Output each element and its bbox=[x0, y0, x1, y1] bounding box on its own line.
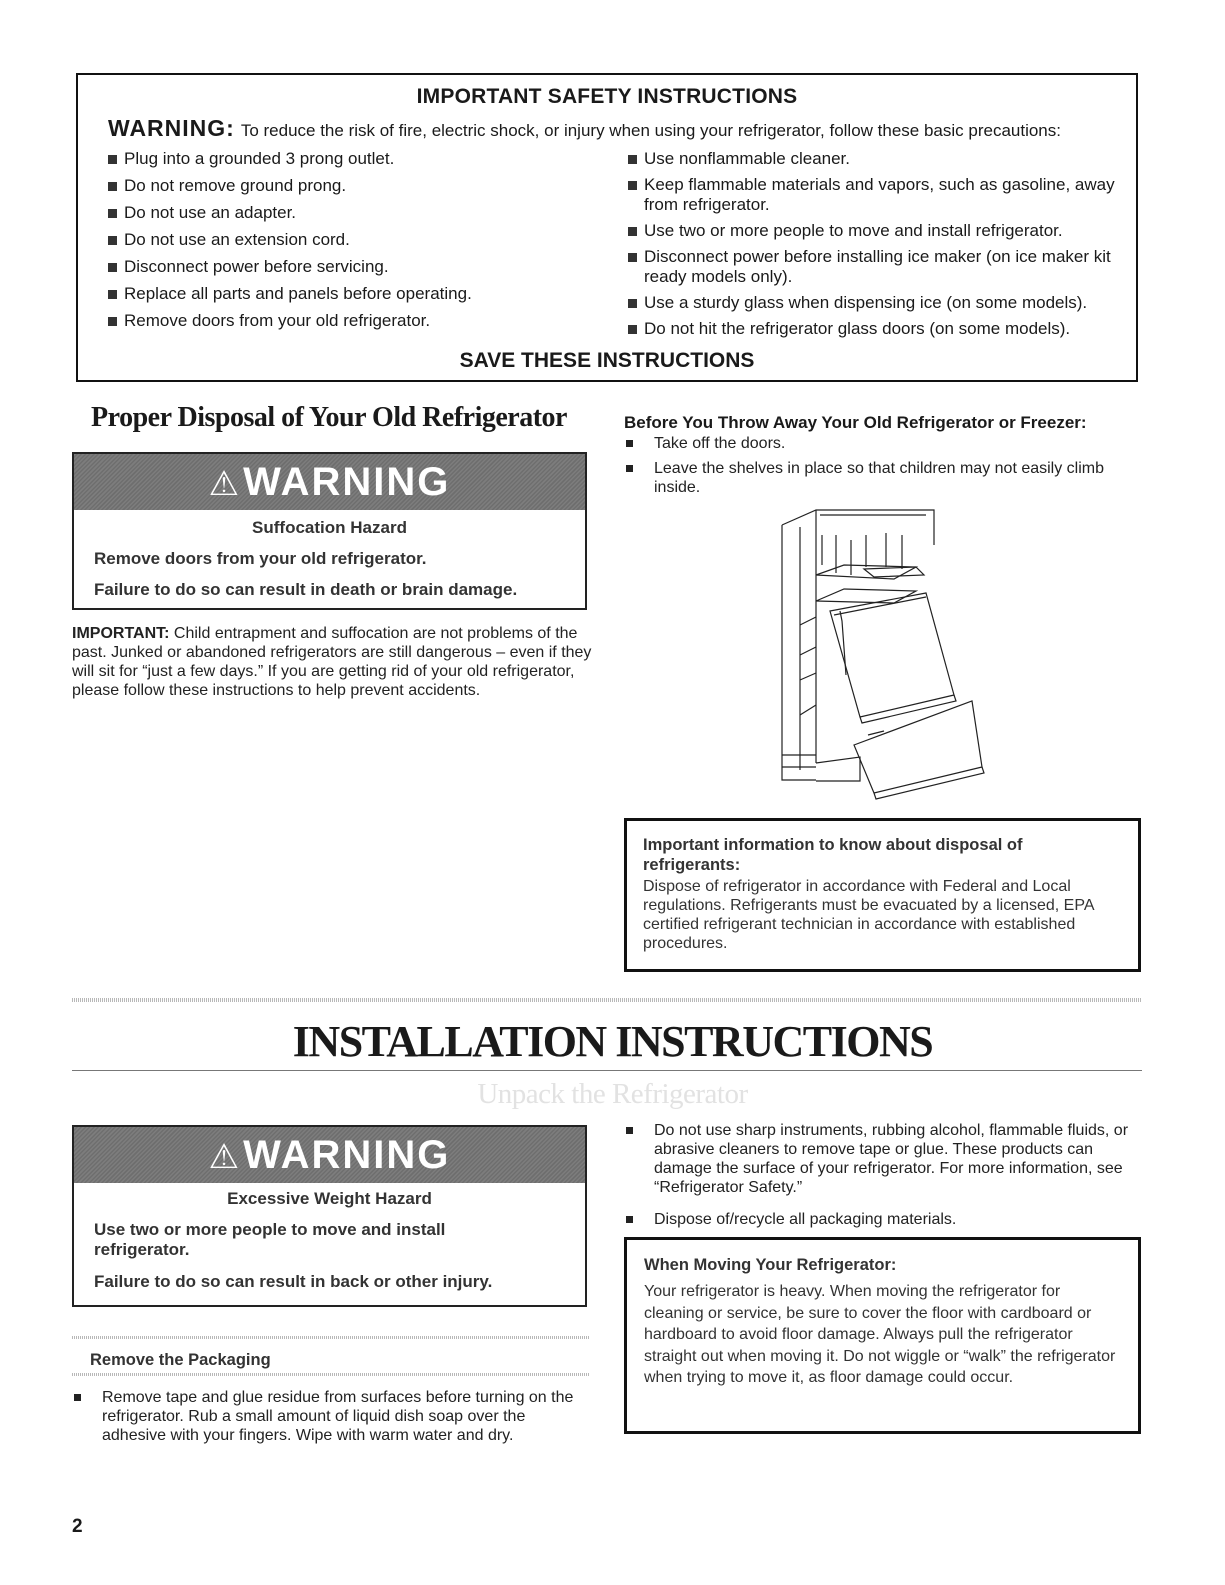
list-item: Do not use an extension cord. bbox=[108, 230, 628, 250]
list-item: Leave the shelves in place so that children may not easily climb inside. bbox=[624, 459, 1144, 497]
list-item: Replace all parts and panels before operating. bbox=[108, 284, 628, 304]
list-item: Do not remove ground prong. bbox=[108, 176, 628, 196]
suffocation-warning-box bbox=[72, 452, 587, 610]
warning-instruction: Remove doors from your old refrigerator. bbox=[94, 549, 427, 568]
list-item: Use two or more people to move and install refrigerator. bbox=[628, 221, 1128, 241]
moving-refrigerator-box bbox=[624, 1237, 1141, 1434]
list-item: Disconnect power before installing ice maker (on ice maker kit ready models only). bbox=[628, 247, 1128, 287]
before-list bbox=[624, 434, 1144, 503]
warning-banner-label: WARNING bbox=[243, 460, 451, 504]
list-item: Remove tape and glue residue from surfaces before turning on the refrigerator. Rub a small amount of liquid dish soap over the adhesive with your fingers. Wipe with warm water and dry. bbox=[72, 1388, 577, 1445]
save-instructions-title: SAVE THESE INSTRUCTIONS bbox=[459, 349, 755, 372]
warning-consequence: Failure to do so can result in back or other injury. bbox=[94, 1272, 493, 1291]
list-item: Keep flammable materials and vapors, such as gasoline, away from refrigerator. bbox=[628, 175, 1128, 215]
unpack-title: Unpack the Refrigerator bbox=[477, 1078, 748, 1110]
list-item: Take off the doors. bbox=[624, 434, 1144, 453]
safety-list-left bbox=[108, 149, 628, 338]
list-item: Do not use sharp instruments, rubbing alcohol, flammable fluids, or abrasive cleaners to remove tape or glue. These products can damage the surface of your refrigerator. For more information, see “Refrigerator Safety.” bbox=[624, 1121, 1134, 1197]
info-heading: Important information to know about disposal of refrigerants: bbox=[643, 836, 1023, 874]
warning-label: WARNING: bbox=[108, 115, 235, 141]
weight-warning-box bbox=[72, 1125, 587, 1307]
info-text: Dispose of refrigerator in accordance with Federal and Local regulations. Refrigerants must be evacuated by a licensed, EPA certified refrigerant technician in accordance with established procedures. bbox=[643, 878, 1094, 952]
warning-banner bbox=[74, 454, 585, 510]
remove-packaging-list bbox=[72, 1388, 577, 1445]
important-paragraph bbox=[72, 624, 592, 700]
list-item: Do not use an adapter. bbox=[108, 203, 628, 223]
safety-title: IMPORTANT SAFETY INSTRUCTIONS bbox=[416, 85, 798, 108]
warning-banner bbox=[74, 1127, 585, 1183]
warning-triangle-icon: ⚠ bbox=[208, 1138, 242, 1176]
unpack-list bbox=[624, 1121, 1134, 1242]
warning-banner-label: WARNING bbox=[243, 1133, 451, 1177]
list-item: Use a sturdy glass when dispensing ice (on some models). bbox=[628, 293, 1128, 313]
warning-triangle-icon: ⚠ bbox=[208, 465, 242, 503]
safety-warning bbox=[108, 115, 1061, 142]
title-underline bbox=[72, 1070, 1142, 1071]
safety-instructions-box bbox=[76, 73, 1138, 382]
disposal-title: Proper Disposal of Your Old Refrigerator bbox=[91, 402, 567, 433]
page-number: 2 bbox=[72, 1516, 83, 1537]
installation-title: INSTALLATION INSTRUCTIONS bbox=[292, 1017, 933, 1066]
hazard-name: Suffocation Hazard bbox=[252, 518, 407, 537]
refrigerator-doors-removed-illustration bbox=[776, 505, 986, 800]
refrigerant-disposal-info-box bbox=[624, 818, 1141, 972]
important-text: Child entrapment and suffocation are not problems of the past. Junked or abandoned refrigerators are still dangerous – even if they will sit for “just a few days.” If you are getting rid of your old refrigerator, please follow these instructions to help prevent accidents. bbox=[72, 625, 592, 699]
remove-packaging-heading: Remove the Packaging bbox=[90, 1351, 271, 1369]
safety-list-right bbox=[628, 149, 1128, 345]
list-item: Disconnect power before servicing. bbox=[108, 257, 628, 277]
warning-text: To reduce the risk of fire, electric shock, or injury when using your refrigerator, follow these basic precautions: bbox=[240, 121, 1061, 140]
list-item: Do not hit the refrigerator glass doors (on some models). bbox=[628, 319, 1128, 339]
section-divider bbox=[72, 998, 1142, 1002]
list-item: Dispose of/recycle all packaging materials. bbox=[624, 1210, 1134, 1229]
moving-text: Your refrigerator is heavy. When moving the refrigerator for cleaning or service, be sure to cover the floor with cardboard or hardboard to avoid floor damage. Always pull the refrigerator straight out when moving it. Do not wiggle or “walk” the refrigerator when trying to move it, as floor damage could occur. bbox=[644, 1283, 1116, 1386]
warning-consequence: Failure to do so can result in death or brain damage. bbox=[94, 580, 518, 599]
warning-instruction: Use two or more people to move and install refrigerator. bbox=[94, 1220, 446, 1259]
heading-rule-top bbox=[72, 1336, 589, 1339]
heading-rule-bottom bbox=[72, 1373, 589, 1376]
before-throw-away-heading: Before You Throw Away Your Old Refrigerator or Freezer: bbox=[624, 413, 1087, 432]
list-item: Use nonflammable cleaner. bbox=[628, 149, 1128, 169]
moving-heading: When Moving Your Refrigerator: bbox=[644, 1256, 897, 1274]
hazard-name: Excessive Weight Hazard bbox=[227, 1189, 432, 1208]
list-item: Remove doors from your old refrigerator. bbox=[108, 311, 628, 331]
list-item: Plug into a grounded 3 prong outlet. bbox=[108, 149, 628, 169]
important-label: IMPORTANT: bbox=[72, 625, 170, 642]
